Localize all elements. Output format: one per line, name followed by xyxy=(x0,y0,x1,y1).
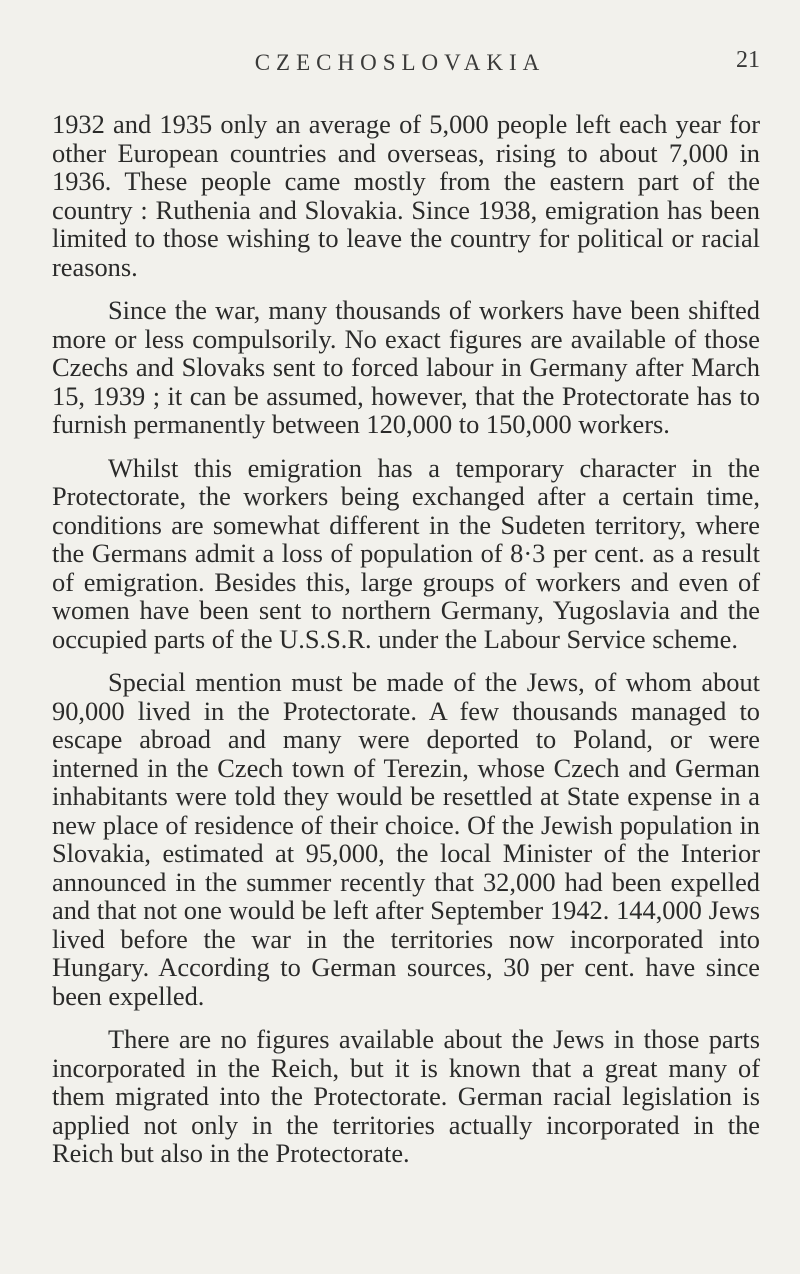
paragraph-reich: There are no figures available about the Jews in those parts incorporated in the Reich, but it is known that a great many of them migrated into the Protectorate. German racial legislation is applied not only in the territories actually incorporated in the Reich but also in the Protectorate. xyxy=(52,1024,760,1168)
paragraph-jews: Special mention must be made of the Jews, of whom about 90,000 lived in the Protectorate. A few thousands managed to escape abroad and many were deported to Poland, or were interned in the Czech town of Terezin, whose Czech and German inhabitants were told they would be resettled at State expense in a new place of residence of their choice. Of the Jewish population in Slovakia, estimated at 95,000, the local Minister of the Interior announced in the summer recently that 32,000 had been expelled and that not one would be left after September 1942. 144,000 Jews lived before the war in the territories now incorporated into Hungary. According to German sources, 30 per cent. have since been expelled. xyxy=(52,667,760,1011)
paragraph-continuation: 1932 and 1935 only an average of 5,000 people left each year for other European countries and overseas, rising to about 7,000 in 1936. These people came mostly from the eastern part of the country : Ruthenia and Slovakia. Since 1938, emigration has been limited to those wishing to leave the country for political or racial reasons. xyxy=(52,109,760,282)
running-title: CZECHOSLOVAKIA xyxy=(254,50,546,75)
paragraph-emigration: Whilst this emigration has a temporary character in the Protectorate, the workers being exchanged after a certain time, conditions are somewhat different in the Sudeten territory, where the Germans admit a loss of population of 8·3 per cent. as a result of emigration. Besides this, large groups of workers and even of women have been sent to northern Germany, Yugoslavia and the occupied parts of the U.S.S.R. under the Labour Service scheme. xyxy=(52,452,760,654)
page-number: 21 xyxy=(736,47,760,73)
body-text xyxy=(52,110,760,1168)
paragraph-workers: Since the war, many thousands of workers have been shifted more or less compulsorily. No exact figures are available of those Czechs and Slovaks sent to forced labour in Germany after March 15, 1939 ; it can be assumed, however, that the Protectorate has to furnish permanently between 120,000 to 150,000 workers. xyxy=(52,295,760,439)
